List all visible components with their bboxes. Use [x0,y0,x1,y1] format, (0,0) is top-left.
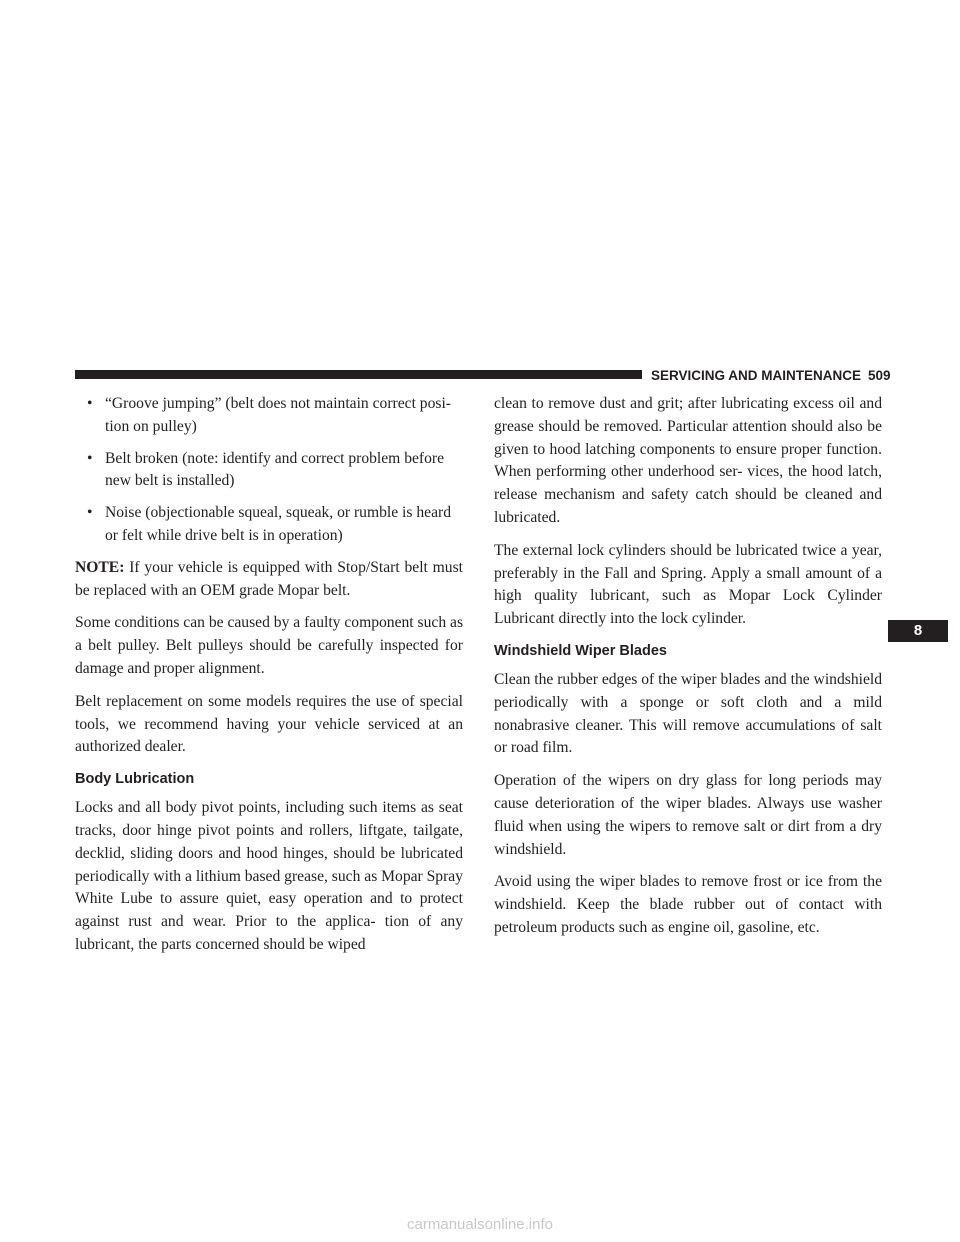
section-title: SERVICING AND MAINTENANCE [651,368,862,383]
bullet-dot-icon: • [87,395,93,412]
bullet-dot-icon: • [87,504,93,522]
bullet-item [75,393,463,439]
running-header [651,367,891,385]
bullet-text: Noise (objectionable squeal, squeak, or rumble is heard or felt while drive belt is in operation) [105,504,451,544]
wiper-blades-heading: Windshield Wiper Blades [494,642,667,659]
lock-cylinders-paragraph: The external lock cylinders should be lubricated twice a year, preferably in the Fall and Spring. Apply a small amount of a high quality lubricant, such as Mopar Lock Cylinder Lubricant directly into the lock cylinder. [494,541,882,628]
clean-edges-paragraph: Clean the rubber edges of the wiper blades and the windshield periodically with a sponge or soft cloth and a mild nonabrasive cleaner. This will remove accumulations of salt or road film. [494,670,882,757]
left-column [75,393,463,967]
bullet-item [75,448,463,494]
watermark-text: carmanualsonline.info [407,1216,553,1233]
right-column [494,393,882,950]
note-label: NOTE: [75,558,125,576]
header-rule [75,370,642,379]
note-paragraph [75,557,463,603]
body-lubrication-heading: Body Lubrication [75,771,195,788]
bullet-text: “Groove jumping” (belt does not maintain correct posi- tion on pulley) [105,395,451,435]
continued-paragraph: clean to remove dust and grit; after lubricating excess oil and grease should be removed. Particular attention should also be given to hood latching components to ensure proper function. When performing other underhood ser- vices, the hood latch, release mechanism and safety catch should be cleaned and lubricated. [494,395,882,526]
conditions-paragraph: Some conditions can be caused by a faulty component such as a belt pulley. Belt pulleys should be carefully inspected for damage and proper alignment. [75,614,464,677]
replacement-paragraph: Belt replacement on some models requires the use of special tools, we recommend having your vehicle serviced at an authorized dealer. [75,692,463,756]
bullet-item [75,502,463,548]
chapter-tab: 8 [888,620,948,642]
dry-glass-paragraph: Operation of the wipers on dry glass for long periods may cause deterioration of the wiper blades. Always use washer fluid when using the wipers to remove salt or dirt from a dry windshield. [494,772,882,858]
bullet-dot-icon: • [87,449,93,467]
page-number: 509 [868,368,891,383]
frost-paragraph: Avoid using the wiper blades to remove frost or ice from the windshield. Keep the blade rubber out of contact with petroleum products such as engine oil, gasoline, etc. [494,873,882,936]
note-text: If your vehicle is equipped with Stop/Start belt must be replaced with an OEM grade Mopar belt. [75,558,463,599]
bullet-text: Belt broken (note: identify and correct problem before new belt is installed) [105,449,445,490]
body-lubrication-paragraph: Locks and all body pivot points, including such items as seat tracks, door hinge pivot points and rollers, liftgate, tailgate, decklid, sliding doors and hood hinges, should be lubricated periodically with a lithium based grease, such as Mopar Spray White Lube to assure quiet, easy operation and to protect against rust and wear. Prior to the applica- tion of any lubricant, the parts concerned should be wiped [75,799,464,953]
